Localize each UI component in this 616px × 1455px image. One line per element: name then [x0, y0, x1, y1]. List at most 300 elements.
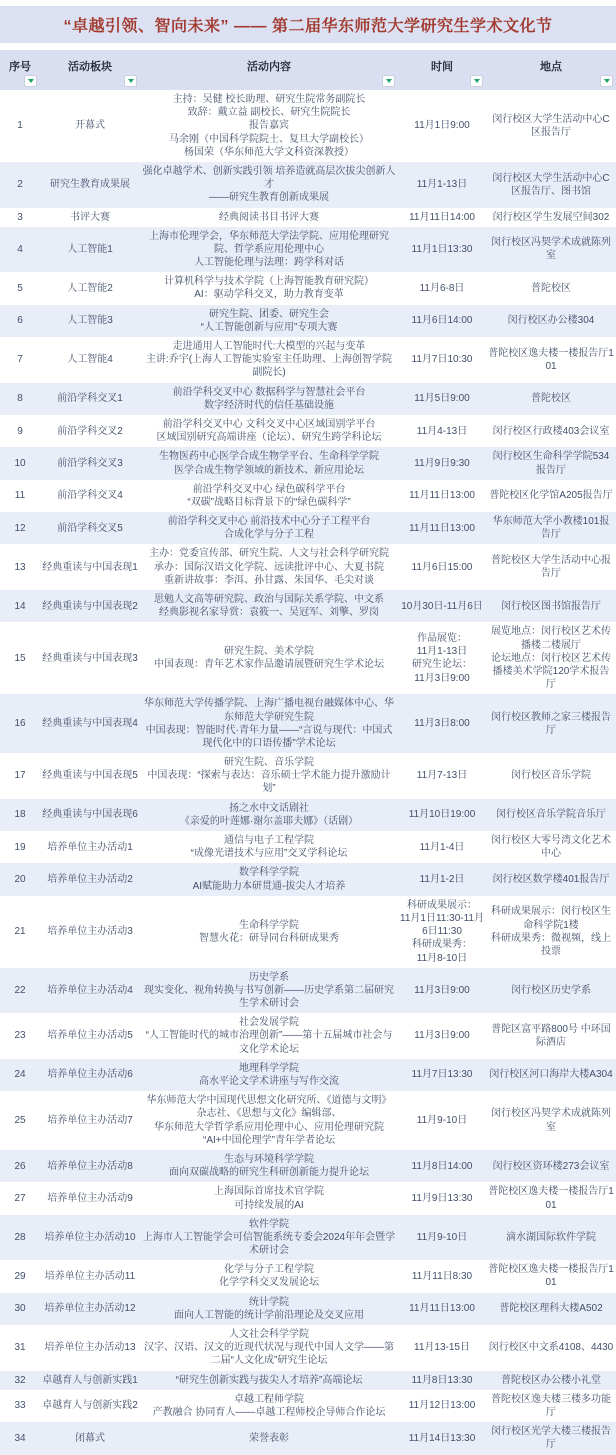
location-cell [486, 1422, 616, 1454]
cell-line: 11月1-13日 [416, 179, 468, 191]
cell-line: 11月9-10日 [416, 1231, 468, 1243]
cell-line: 科研成果展示：闵行校区生命科学院1楼 [491, 906, 611, 931]
cell-line: 华东师范大学传播学院、上海广播电视台融媒体中心、华东师范大学研究生院 [144, 698, 394, 723]
cell-line: 研究生教育成果展 [50, 179, 130, 191]
time-cell [398, 415, 486, 447]
filter-triangle-icon [386, 79, 392, 83]
cell-line: 研究生院、美术学院 [224, 646, 314, 658]
seq-cell [0, 415, 40, 447]
content-cell [140, 480, 398, 512]
schedule-table [0, 50, 616, 1455]
location-cell [486, 968, 616, 1014]
table-row [0, 90, 616, 162]
content-cell [140, 544, 398, 590]
table-row [0, 753, 616, 799]
cell-line: 11月5日9:00 [414, 393, 470, 405]
cell-line: 科研成果秀：微视频，线上投票 [491, 932, 611, 957]
cell-line: 17 [14, 770, 26, 782]
cell-line: 普陀区富平路800号 中环国际酒店 [491, 1023, 611, 1049]
table-row [0, 1059, 616, 1091]
time-cell [398, 272, 486, 304]
location-cell [486, 337, 616, 383]
cell-line: 科研成果秀： [412, 939, 472, 951]
cell-line: 经典重读与中国表现6 [42, 809, 138, 821]
cell-line: 普陀校区理科大楼A502 [499, 1303, 603, 1315]
cell-line: 产教融合 协同育人——卓越工程师校企导师合作论坛 [152, 1406, 386, 1418]
location-cell [486, 1150, 616, 1182]
cell-line: 地理科学学院 [239, 1062, 299, 1074]
filter-dropdown-icon[interactable] [124, 75, 137, 87]
cell-line: 培养单位主办活动1 [47, 841, 133, 853]
content-cell [140, 1390, 398, 1422]
cell-line: 11月11日8:30 [411, 1270, 473, 1282]
cell-line: 15 [14, 652, 26, 664]
cell-line: 11月3日8:00 [414, 718, 470, 730]
content-cell [140, 1013, 398, 1059]
cell-line: 12 [14, 522, 26, 534]
content-cell [140, 1182, 398, 1214]
cell-line: 人文社会科学学院 [229, 1329, 309, 1340]
table-row [0, 1260, 616, 1292]
cell-line: 闵行校区教师之家三楼报告厅 [491, 711, 611, 736]
cell-line: 11月11日13:00 [409, 490, 475, 502]
section-cell [40, 1325, 140, 1371]
cell-line: 扬之水中文话剧社 [229, 802, 309, 814]
time-cell [398, 831, 486, 863]
cell-line: 11月1-13日 [416, 646, 468, 658]
content-cell [140, 1260, 398, 1292]
page-title: “卓越引领、智向未来” —— 第二届华东师范大学研究生学术文化节 [0, 6, 616, 43]
cell-line: 11月12日13:00 [408, 1400, 476, 1412]
location-cell [486, 1013, 616, 1059]
cell-line: “双碳”战略目标背景下的“绿色碳科学” [187, 496, 351, 508]
seq-cell [0, 480, 40, 512]
cell-line: 马余刚（中国科学院院士、复旦大学副校长） [169, 133, 369, 145]
table-row [0, 799, 616, 831]
time-cell [398, 622, 486, 694]
time-cell [398, 447, 486, 479]
seq-cell [0, 383, 40, 415]
cell-line: 闵行校区行政楼403会议室 [492, 425, 610, 437]
location-cell [486, 1182, 616, 1214]
cell-line: 34 [14, 1432, 26, 1444]
cell-line: 11月14日13:30 [408, 1432, 476, 1444]
cell-line: 人工智能3 [67, 315, 113, 327]
cell-line: 10 [14, 457, 26, 469]
cell-line: 闵行校区大学生活动中心C区报告厅、图书馆 [492, 172, 610, 197]
cell-line: 闵行校区办公楼304 [507, 315, 595, 327]
table-row [0, 162, 616, 208]
cell-line: 11月1日11:30-11月6日11:30 [400, 912, 484, 938]
cell-line: 6 [17, 315, 23, 327]
seq-cell [0, 753, 40, 799]
section-cell [40, 90, 140, 162]
cell-line: “研究生创新实践与拔尖人才培养”高端论坛 [175, 1374, 363, 1386]
time-cell [398, 799, 486, 831]
time-cell [398, 1371, 486, 1390]
cell-line: 数学科学学院 [239, 867, 299, 879]
cell-line: 重新讲故事：李洱、孙甘露、朱国华、毛尖对谈 [164, 574, 374, 586]
table-row [0, 863, 616, 895]
seq-cell [0, 1371, 40, 1390]
column-header-label: 序号 [9, 61, 31, 73]
cell-line: 11月3日9:00 [414, 984, 470, 996]
section-cell [40, 383, 140, 415]
cell-line: 承办：国际汉语文化学院、远读批评中心、大夏书院 [154, 561, 384, 573]
cell-line: 30 [14, 1303, 26, 1315]
section-cell [40, 1390, 140, 1422]
cell-line: 11月11日14:00 [409, 211, 475, 223]
content-cell [140, 383, 398, 415]
cell-line: 培养单位主办活动5 [47, 1030, 133, 1042]
cell-line: 14 [14, 600, 26, 612]
cell-line: 前沿学科交叉中心 数据科学与智慧社会平台 [172, 386, 366, 398]
header-row [0, 50, 616, 90]
cell-line: 主讲:乔宇(上海人工智能实验室主任助理、上海创智学院副院长) [145, 354, 393, 379]
cell-line: 3 [17, 211, 23, 223]
location-cell [486, 1091, 616, 1150]
cell-line: 论坛地点：闵行校区艺术传播楼美术学院120学术报告厅 [491, 652, 611, 691]
cell-line: 24 [14, 1069, 26, 1081]
content-cell [140, 753, 398, 799]
content-cell [140, 896, 398, 968]
seq-cell [0, 694, 40, 753]
cell-line: 普陀校区大学生活动中心报告厅 [491, 555, 611, 580]
content-cell [140, 90, 398, 162]
section-cell [40, 799, 140, 831]
cell-line: 上海国际首席技术官学院 [214, 1186, 324, 1198]
content-cell [140, 272, 398, 304]
cell-line: 16 [14, 718, 26, 730]
cell-line: 华东师范大学小教楼101报告厅 [492, 516, 610, 541]
cell-line: 11月11日13:00 [409, 522, 475, 534]
seq-cell [0, 447, 40, 479]
cell-line: 培养单位主办活动10 [44, 1231, 136, 1243]
seq-cell [0, 208, 40, 227]
cell-line: 18 [14, 809, 26, 821]
cell-line: 闵行校区数学楼401报告厅 [492, 873, 610, 885]
cell-line: 11 [14, 490, 26, 502]
cell-line: 研究生论坛： [412, 659, 472, 671]
cell-line: 荣誉表彰 [249, 1432, 289, 1444]
column-header-section [40, 50, 140, 90]
content-cell [140, 1371, 398, 1390]
cell-line: 面向人工智能的统计学前沿理论及交叉应用 [174, 1309, 364, 1321]
table-row [0, 968, 616, 1014]
cell-line: 11月10日19:00 [408, 809, 476, 821]
cell-line: 前沿学科交叉1 [57, 393, 123, 405]
seq-cell [0, 1390, 40, 1422]
section-cell [40, 272, 140, 304]
location-cell [486, 1371, 616, 1390]
cell-line: 医学合成生物学领域的新技术、新应用论坛 [174, 464, 364, 476]
content-cell [140, 162, 398, 208]
cell-line: 主持：吴健 校长助理、研究生院常务副院长 [172, 94, 366, 105]
cell-line: 11月3日9:00 [414, 1030, 470, 1042]
cell-line: 高水平论文学术讲座与写作交流 [199, 1076, 339, 1087]
cell-line: 11月9日9:30 [414, 457, 470, 469]
table-row [0, 512, 616, 544]
cell-line: 研究生院、团委、研究生会 [209, 308, 329, 320]
content-cell [140, 831, 398, 863]
cell-line: 生态与环境科学学院 [224, 1153, 314, 1165]
location-cell [486, 272, 616, 304]
seq-cell [0, 1182, 40, 1214]
content-cell [140, 337, 398, 383]
content-cell [140, 415, 398, 447]
location-cell [486, 208, 616, 227]
section-cell [40, 1150, 140, 1182]
table-row [0, 383, 616, 415]
time-cell [398, 753, 486, 799]
section-cell [40, 753, 140, 799]
time-cell [398, 305, 486, 337]
cell-line: 26 [14, 1160, 26, 1172]
section-cell [40, 694, 140, 753]
cell-line: 统计学院 [249, 1296, 289, 1308]
cell-line: 面向双碳战略的研究生科研创新能力提升论坛 [169, 1167, 369, 1179]
cell-line: 培养单位主办活动7 [47, 1114, 133, 1126]
filter-dropdown-icon[interactable] [24, 75, 37, 87]
cell-line: 33 [14, 1400, 26, 1412]
cell-line: 计算机科学与技术学院（上海智能教育研究院） [164, 276, 374, 288]
cell-line: 11月1-4日 [419, 841, 465, 853]
time-cell [398, 694, 486, 753]
column-header-label: 活动内容 [247, 61, 291, 73]
time-cell [398, 1215, 486, 1261]
section-cell [40, 208, 140, 227]
cell-line: 科研成果展示： [407, 899, 477, 911]
location-cell [486, 512, 616, 544]
seq-cell [0, 622, 40, 694]
cell-line: 2 [17, 179, 23, 191]
cell-line: 28 [14, 1231, 26, 1243]
time-cell [398, 512, 486, 544]
section-cell [40, 590, 140, 622]
cell-line: 《亲爱的叶莲娜·谢尔盖耶夫娜》（话剧） [179, 815, 359, 827]
cell-line: 社会发展学院 [239, 1017, 299, 1029]
cell-line: 卓越育人与创新实践1 [42, 1374, 138, 1386]
cell-line: 普陀校区化学馆A205报告厅 [489, 490, 613, 502]
section-cell [40, 622, 140, 694]
cell-line: 卓越育人与创新实践2 [42, 1400, 138, 1412]
table-row [0, 447, 616, 479]
cell-line: 闵行校区河口海岸大楼A304 [489, 1069, 613, 1081]
cell-line: 报告嘉宾 [249, 120, 289, 132]
cell-line: 杨国荣（华东师范大学文科资深教授） [184, 146, 354, 158]
cell-line: 中国表现：智能时代·青年力量——“言说与现代：中国式现代化中的口语传播”学术论坛 [145, 724, 393, 749]
cell-line: 卓越工程师学院 [234, 1393, 304, 1405]
section-cell [40, 544, 140, 590]
location-cell [486, 622, 616, 694]
location-cell [486, 415, 616, 447]
cell-line: 11月6日15:00 [411, 561, 473, 573]
filter-dropdown-icon[interactable] [600, 75, 613, 87]
filter-dropdown-icon[interactable] [470, 75, 483, 87]
cell-line: 闵行校区光学大楼三楼报告厅 [491, 1426, 611, 1451]
column-header-label: 地点 [540, 61, 562, 73]
cell-line: 汉字、汉语、汉文的近现代状况与现代中国人文学——第二届“人文化成”研究生论坛 [144, 1342, 394, 1367]
location-cell [486, 831, 616, 863]
table-row [0, 694, 616, 753]
cell-line: 11月7-13日 [416, 770, 468, 782]
cell-line: 前沿学科交叉5 [57, 522, 123, 534]
cell-line: 培养单位主办活动11 [44, 1270, 136, 1282]
location-cell [486, 1059, 616, 1091]
seq-cell [0, 162, 40, 208]
cell-line: 主办：党委宣传部、研究生院、人文与社会科学研究院 [149, 548, 389, 560]
seq-cell [0, 1260, 40, 1292]
cell-line: 开幕式 [75, 120, 105, 132]
cell-line: 闵行校区冯契学术成就陈列室 [491, 237, 611, 262]
content-cell [140, 799, 398, 831]
cell-line: 31 [14, 1342, 26, 1354]
cell-line: 书评大赛 [70, 211, 110, 223]
cell-line: 32 [14, 1374, 26, 1386]
cell-line: 闵行校区生命科学学院534报告厅 [492, 451, 610, 476]
cell-line: 10月30日-11月6日 [401, 600, 483, 612]
cell-line: 经典阅读书目书评大赛 [219, 211, 319, 223]
cell-line: 前沿学科交叉2 [57, 425, 123, 437]
cell-line: ——研究生教育创新成果展 [209, 192, 329, 204]
cell-line: 11月3日9:00 [414, 672, 470, 684]
content-cell [140, 1091, 398, 1150]
seq-cell [0, 896, 40, 968]
section-cell [40, 1371, 140, 1390]
cell-line: 上海市伦理学会，华东师范大学法学院、应用伦理研究院、哲学系应用伦理中心 [149, 230, 389, 255]
table-row [0, 590, 616, 622]
time-cell [398, 227, 486, 273]
time-cell [398, 1422, 486, 1454]
cell-line: 19 [14, 841, 26, 853]
time-cell [398, 1325, 486, 1371]
cell-line: 培养单位主办活动12 [44, 1303, 136, 1315]
location-cell [486, 90, 616, 162]
location-cell [486, 1260, 616, 1292]
content-cell [140, 512, 398, 544]
cell-line: 化学与分子工程学院 [224, 1264, 314, 1276]
cell-line: 人工智能1 [67, 243, 113, 255]
cell-line: 11月8日13:30 [411, 1374, 473, 1386]
cell-line: 27 [14, 1192, 26, 1204]
section-cell [40, 480, 140, 512]
seq-cell [0, 1422, 40, 1454]
cell-line: 可持续发展的AI [234, 1199, 304, 1211]
cell-line: 普陀校区 [531, 393, 571, 405]
seq-cell [0, 512, 40, 544]
cell-line: 11月6-8日 [419, 282, 465, 294]
cell-line: 经典重读与中国表现2 [42, 600, 138, 612]
cell-line: 走进通用人工智能时代:大模型的兴起与变革 [172, 341, 366, 352]
column-header-location [486, 50, 616, 90]
cell-line: 闵行校区历史学系 [511, 984, 591, 996]
column-header-content [140, 50, 398, 90]
cell-line: 29 [14, 1270, 26, 1282]
cell-line: 致辞：戴立益 副校长、研究生院院长 [187, 107, 351, 119]
cell-line: 11月1-2日 [419, 873, 465, 885]
cell-line: 通信与电子工程学院 [224, 835, 314, 846]
cell-line: 历史学系 [249, 971, 289, 983]
table-row [0, 1422, 616, 1454]
cell-line: 13 [14, 561, 26, 573]
cell-line: 闵行校区音乐学院音乐厅 [496, 809, 606, 821]
time-cell [398, 480, 486, 512]
content-cell [140, 1422, 398, 1454]
cell-line: 20 [14, 873, 26, 885]
cell-line: 培养单位主办活动9 [47, 1192, 133, 1204]
section-cell [40, 1260, 140, 1292]
cell-line: 区域国别研究高端讲座（论坛）、研究生跨学科论坛 [156, 432, 382, 444]
cell-line: 现实变化、视角转换与书写创新——历史学系第二届研究生学术研讨会 [144, 984, 394, 1010]
cell-line: 闵行校区中文系4108、4430 [488, 1342, 614, 1354]
location-cell [486, 544, 616, 590]
column-header-label: 时间 [431, 61, 453, 73]
seq-cell [0, 272, 40, 304]
section-cell [40, 337, 140, 383]
cell-line: 普陀校区逸夫楼三楼多功能厅 [491, 1393, 611, 1418]
location-cell [486, 1325, 616, 1371]
table-row [0, 1371, 616, 1390]
cell-line: 华东师范大学中国现代思想文化研究所、《道德与文明》杂志社、《思想与文化》编辑部、 [146, 1095, 392, 1120]
cell-line: 生命科学学院 [239, 919, 299, 931]
filter-triangle-icon [128, 79, 134, 83]
cell-line: 11月7日13:30 [411, 1069, 473, 1081]
table-row [0, 1013, 616, 1059]
content-cell [140, 1293, 398, 1325]
filter-triangle-icon [28, 79, 34, 83]
location-cell [486, 447, 616, 479]
cell-line: 闵行校区图书馆报告厅 [501, 600, 601, 612]
table-header [0, 50, 616, 90]
cell-line: 25 [14, 1114, 26, 1126]
content-cell [140, 1325, 398, 1371]
seq-cell [0, 831, 40, 863]
content-cell [140, 1215, 398, 1261]
location-cell [486, 863, 616, 895]
cell-line: 前沿学科交叉中心 文科交叉中心区域国别学平台 [162, 418, 376, 430]
section-cell [40, 831, 140, 863]
time-cell [398, 1059, 486, 1091]
cell-line: 普陀校区逸夫楼一楼报告厅101 [488, 1186, 614, 1211]
cell-line: 普陀校区 [531, 282, 571, 294]
location-cell [486, 896, 616, 968]
location-cell [486, 162, 616, 208]
cell-line: AI：驱动学科交叉，助力教育变革 [194, 289, 344, 301]
cell-line: 5 [17, 282, 23, 294]
cell-line: 展览地点：闵行校区艺术传播楼二楼展厅 [491, 626, 611, 651]
content-cell [140, 968, 398, 1014]
table-row [0, 227, 616, 273]
cell-line: 前沿学科交叉中心 绿色碳科学平台 [192, 483, 346, 495]
section-cell [40, 512, 140, 544]
table-row [0, 1390, 616, 1422]
cell-line: 软件学院 [249, 1218, 289, 1230]
cell-line: 培养单位主办活动2 [47, 873, 133, 885]
cell-line: 22 [14, 984, 26, 996]
time-cell [398, 968, 486, 1014]
time-cell [398, 1390, 486, 1422]
seq-cell [0, 1215, 40, 1261]
cell-line: 前沿学科交叉4 [57, 490, 123, 502]
cell-line: 闭幕式 [75, 1432, 105, 1444]
cell-line: 11月13-15日 [414, 1342, 470, 1354]
section-cell [40, 863, 140, 895]
cell-line: 闵行校区大学生活动中心C区报告厅 [492, 113, 610, 138]
cell-line: 4 [17, 243, 23, 255]
cell-line: 11月1日9:00 [414, 120, 470, 132]
column-header-label: 活动板块 [68, 61, 112, 73]
filter-dropdown-icon[interactable] [382, 75, 395, 87]
